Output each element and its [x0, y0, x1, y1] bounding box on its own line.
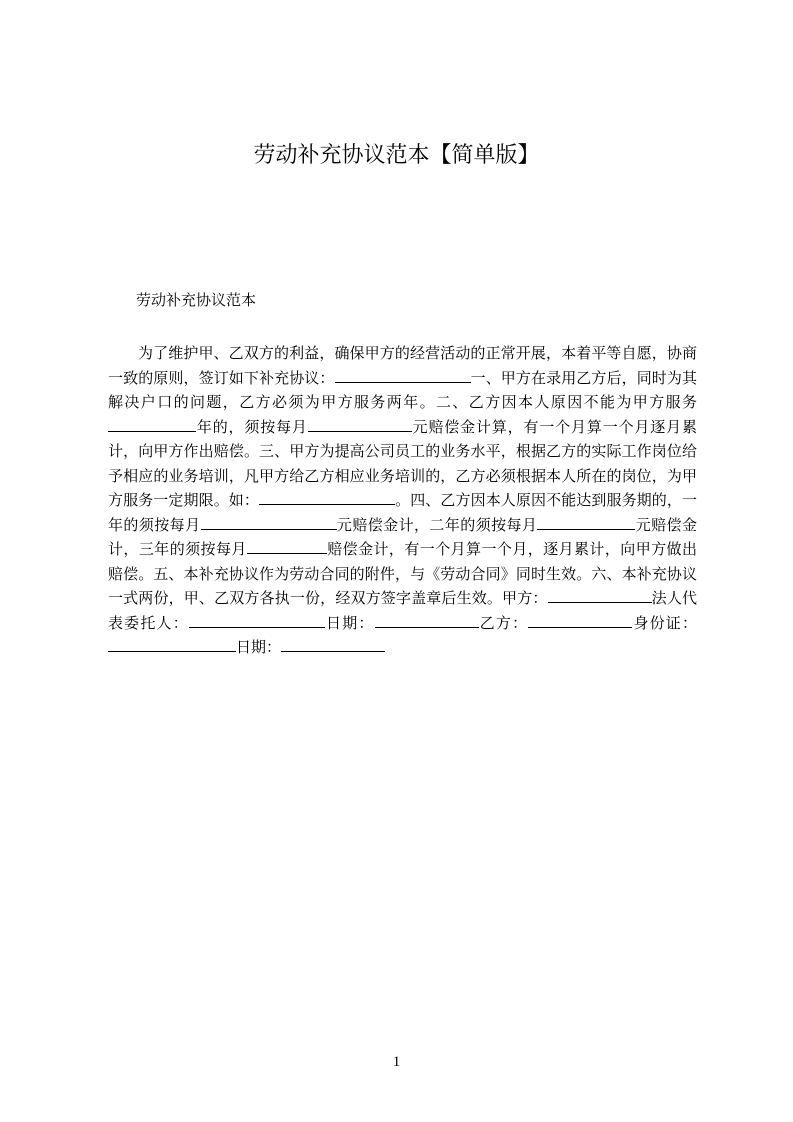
fill-blank[interactable] — [247, 539, 327, 554]
body-text: 乙方： — [478, 613, 529, 632]
body-text: 一、甲方在录用乙方后，同时为其解决户口的问题，乙方必须为甲方服务两年。二、乙方因本人原因不能为甲方服务 — [108, 368, 697, 411]
fill-blank[interactable] — [259, 490, 395, 505]
fill-blank[interactable] — [108, 637, 236, 652]
body-text: 元赔偿金计，二年的须按每月 — [336, 515, 538, 534]
fill-blank[interactable] — [375, 613, 479, 628]
agreement-body — [108, 341, 697, 660]
fill-blank[interactable] — [548, 588, 652, 603]
body-text: 法人代表委托人： — [108, 589, 697, 632]
body-text: 。四、乙方因本人原因不能达到服务期的，一年的须按每月 — [108, 491, 697, 534]
fill-blank[interactable] — [308, 417, 412, 432]
page-number: 1 — [392, 1054, 401, 1070]
fill-blank[interactable] — [537, 515, 635, 530]
fill-blank[interactable] — [281, 637, 385, 652]
body-text: 年的，须按每月 — [196, 417, 308, 436]
fill-blank[interactable] — [108, 417, 196, 432]
fill-blank[interactable] — [528, 613, 632, 628]
fill-blank[interactable] — [189, 613, 325, 628]
body-text: 元赔偿金计，三年的须按每月 — [108, 515, 697, 558]
document-subtitle: 劳动补充协议范本 — [136, 291, 257, 309]
body-text: 赔偿金计，有一个月算一个月，逐月累计，向甲方做出赔偿。五、本补充协议作为劳动合同的附件，与《劳动合同》同时生效。六、本补充协议一式两份，甲、乙双方各执一份，经双方签字盖章后生效。甲方： — [108, 540, 697, 607]
fill-blank[interactable] — [335, 368, 471, 383]
document-title: 劳动补充协议范本【简单版】 — [253, 143, 540, 168]
fill-blank[interactable] — [201, 515, 337, 530]
body-text: 日期： — [236, 638, 282, 656]
body-text: 为了维护甲、乙双方的利益，确保甲方的经营活动的正常开展，本着平等自愿，协商一致的原则，签订如下补充协议： — [108, 344, 697, 387]
agreement-paragraph — [108, 341, 697, 660]
body-text: 日期： — [324, 613, 375, 632]
body-text: 元赔偿金计算，有一个月算一个月逐月累计，向甲方作出赔偿。三、甲方为提高公司员工的业务水平，根据乙方的实际工作岗位给予相应的业务培训，凡甲方给乙方相应业务培训的，乙方必须根据本人所在的岗位，为甲方服务一定期限。如： — [108, 417, 697, 509]
body-text: 身份证： — [632, 613, 697, 632]
